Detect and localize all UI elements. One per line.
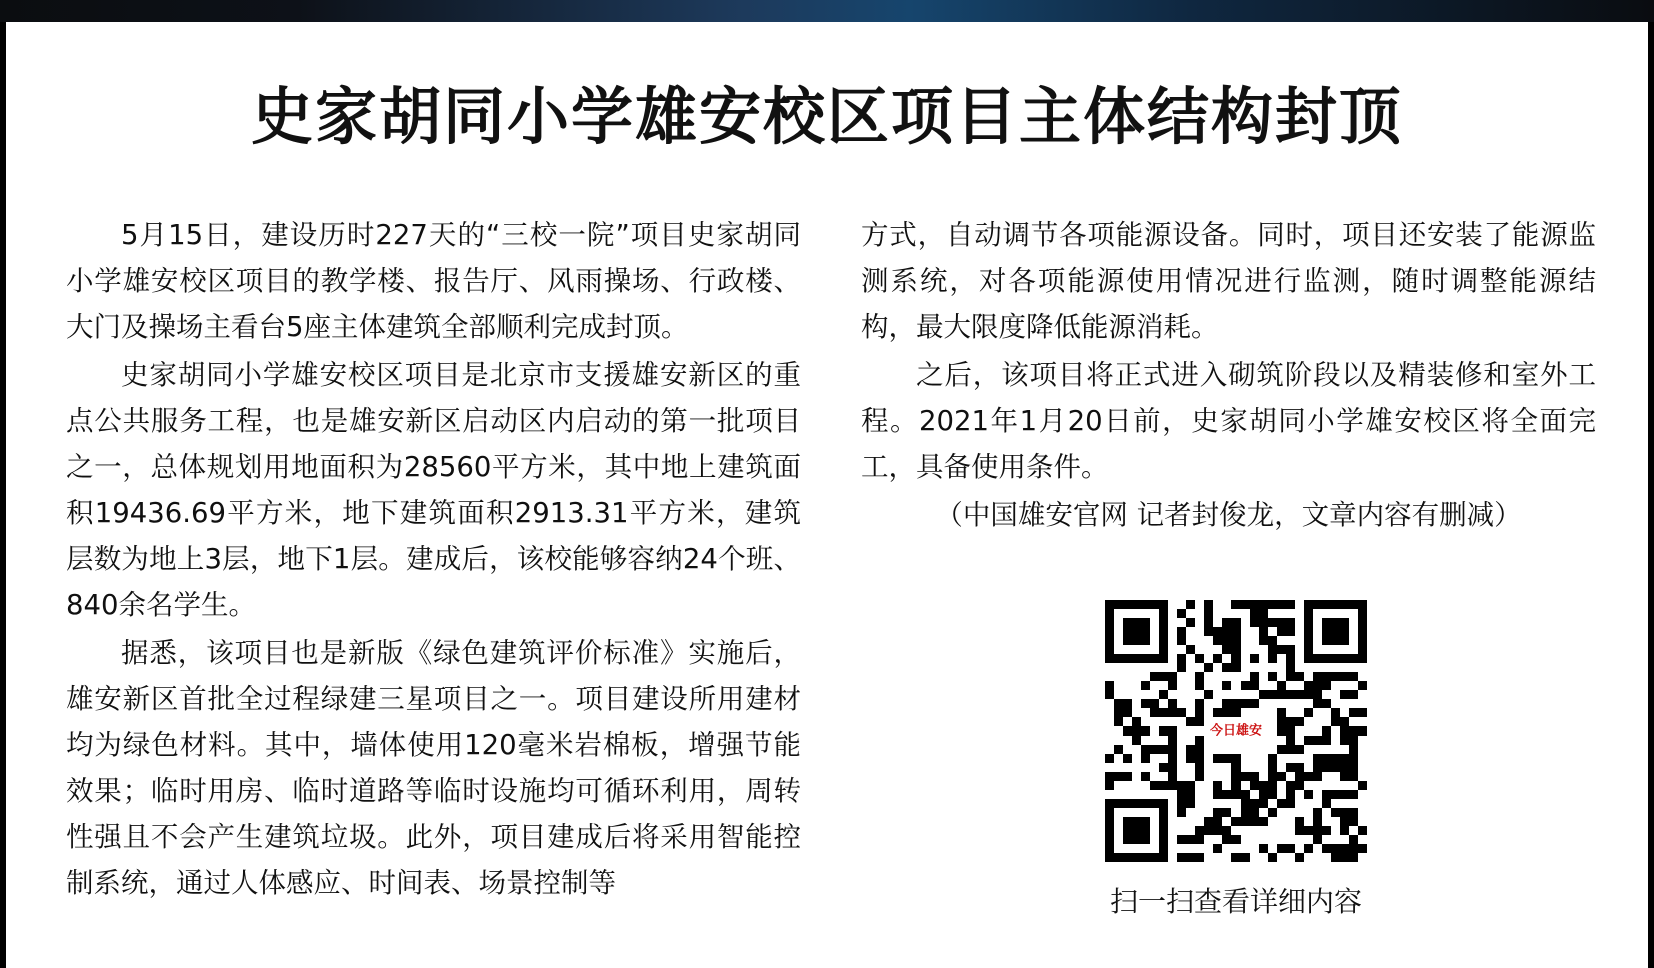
qr-caption: 扫一扫查看详细内容 bbox=[1109, 885, 1362, 918]
article-credit: （中国雄安官网 记者封俊龙，文章内容有删减） bbox=[935, 499, 1522, 531]
qr-code-image[interactable] bbox=[1105, 600, 1367, 862]
qr-code-block bbox=[1091, 600, 1381, 920]
paragraph: 史家胡同小学雄安校区项目是北京市支援雄安新区的重点公共服务工程，也是雄安新区启动区内启动的第一批项目之一，总体规划用地面积为28560平方米，其中地上建筑面积19436.69平方米，地下建筑面积2913.31平方米，建筑层数为地上3层，地下1层。建成后，该校能够容纳24个班、840余名学生。 bbox=[66, 359, 801, 621]
paragraph: 方式，自动调节各项能源设备。同时，项目还安装了能源监测系统，对各项能源使用情况进行监测，随时调整能源结构，最大限度降低能源消耗。 bbox=[861, 219, 1596, 343]
qr-logo-label: 今日雄安 bbox=[1205, 721, 1267, 742]
left-column bbox=[66, 212, 801, 908]
paragraph: 据悉，该项目也是新版《绿色建筑评价标准》实施后，雄安新区首批全过程绿建三星项目之一。项目建设所用建材均为绿色材料。其中，墙体使用120毫米岩棉板，增强节能效果；临时用房、临时道路等临时设施均可循环利用，周转性强且不会产生建筑垃圾。此外，项目建成后将采用智能控制系统，通过人体感应、时间表、场景控制等 bbox=[66, 637, 801, 899]
article-page bbox=[6, 22, 1648, 968]
page-title: 史家胡同小学雄安校区项目主体结构封顶 bbox=[250, 80, 1403, 153]
paragraph: 5月15日，建设历时227天的“三校一院”项目史家胡同小学雄安校区项目的教学楼、报告厅、风雨操场、行政楼、大门及操场主看台5座主体建筑全部顺利完成封顶。 bbox=[66, 219, 801, 343]
top-banner-bar bbox=[0, 0, 1654, 22]
right-edge-border bbox=[1648, 22, 1654, 968]
paragraph: 之后，该项目将正式进入砌筑阶段以及精装修和室外工程。2021年1月20日前，史家胡同小学雄安校区将全面完工，具备使用条件。 bbox=[861, 359, 1596, 483]
